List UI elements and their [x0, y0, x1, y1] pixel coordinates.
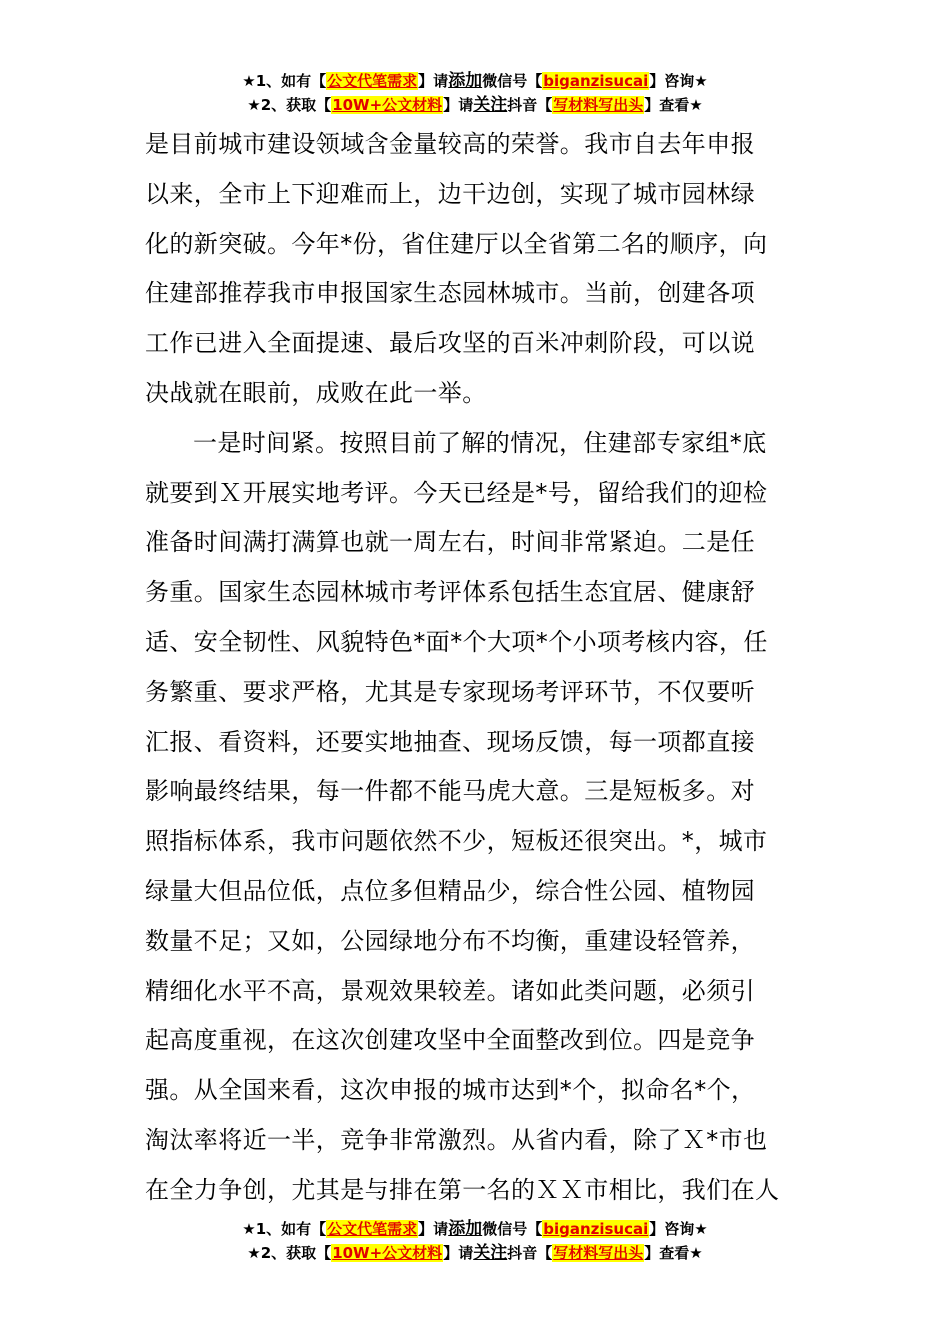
banner-text: 】请	[443, 1244, 474, 1262]
banner-text: 】咨询★	[649, 1220, 708, 1238]
text-line: 在全力争创，尤其是与排在第一名的ＸＸ市相比，我们在人	[145, 1175, 780, 1204]
text-line: 工作已进入全面提速、最后攻坚的百米冲刺阶段，可以说	[145, 329, 755, 358]
text-line: 强。从全国来看，这次申报的城市达到*个，拟命名*个，	[145, 1076, 756, 1105]
text-line: 淘汰率将近一半，竞争非常激烈。从省内看，除了Ｘ*市也	[145, 1125, 768, 1154]
banner-text: 抖音【	[507, 96, 553, 114]
banner-text: 】查看★	[644, 1244, 703, 1262]
text-line: 影响最终结果，每一件都不能马虎大意。三是短板多。对	[145, 777, 755, 806]
highlight-douyin: 写材料写出头	[553, 1244, 644, 1262]
banner-text: ★2、获取【	[247, 1244, 332, 1262]
banner-text: 微信号【	[482, 72, 543, 90]
banner-text: 】请	[418, 1220, 449, 1238]
banner-text: 】查看★	[644, 96, 703, 114]
highlight-wechat-id: biganzisucai	[543, 72, 649, 90]
text-line: 务重。国家生态园林城市考评体系包括生态宜居、健康舒	[145, 578, 755, 607]
text-line: 以来，全市上下迎难而上，边干边创，实现了城市园林绿	[145, 179, 755, 208]
highlight-service: 公文代笔需求	[327, 72, 418, 90]
text-line: 适、安全韧性、风貌特色*面*个大项*个小项考核内容，任	[145, 627, 768, 656]
banner-text: ★2、获取【	[247, 96, 332, 114]
banner-emphasis: 关注	[473, 95, 508, 115]
text-line: 一是时间紧。按照目前了解的情况，住建部专家组*底	[193, 428, 767, 457]
banner-text: ★1、如有【	[242, 72, 327, 90]
text-line: 住建部推荐我市申报国家生态园林城市。当前，创建各项	[145, 279, 755, 308]
banner-emphasis: 关注	[473, 1243, 508, 1263]
banner-text: 抖音【	[507, 1244, 553, 1262]
text-line: 决战就在眼前，成败在此一举。	[145, 378, 487, 407]
footer-banner	[0, 1217, 950, 1265]
banner-line-1	[0, 1217, 950, 1241]
highlight-douyin: 写材料写出头	[553, 96, 644, 114]
banner-text: 】咨询★	[649, 72, 708, 90]
header-banner	[0, 69, 950, 117]
text-line: 汇报、看资料，还要实地抽查、现场反馈，每一项都直接	[145, 727, 755, 756]
text-line: 起高度重视，在这次创建攻坚中全面整改到位。四是竞争	[145, 1026, 755, 1055]
text-line: 准备时间满打满算也就一周左右，时间非常紧迫。二是任	[145, 528, 755, 557]
highlight-materials: 10W+公文材料	[332, 96, 443, 114]
highlight-service: 公文代笔需求	[327, 1220, 418, 1238]
banner-emphasis: 添加	[448, 1219, 483, 1239]
text-line: 就要到Ｘ开展实地考评。今天已经是*号，留给我们的迎检	[145, 478, 768, 507]
banner-line-1	[0, 69, 950, 93]
banner-line-2	[0, 93, 950, 117]
banner-text: ★1、如有【	[242, 1220, 327, 1238]
text-line: 化的新突破。今年*份，省住建厅以全省第二名的顺序，向	[145, 229, 768, 258]
text-line: 务繁重、要求严格，尤其是专家现场考评环节，不仅要听	[145, 677, 755, 706]
text-line: 数量不足；又如，公园绿地分布不均衡，重建设轻管养，	[145, 926, 755, 955]
text-line: 是目前城市建设领域含金量较高的荣誉。我市自去年申报	[145, 130, 755, 158]
banner-text: 微信号【	[482, 1220, 543, 1238]
banner-text: 】请	[443, 96, 474, 114]
highlight-wechat-id: biganzisucai	[543, 1220, 649, 1238]
text-line: 精细化水平不高，景观效果较差。诸如此类问题，必须引	[145, 976, 755, 1005]
text-line: 绿量大但品位低，点位多但精品少，综合性公园、植物园	[145, 876, 755, 905]
highlight-materials: 10W+公文材料	[332, 1244, 443, 1262]
banner-emphasis: 添加	[448, 71, 483, 91]
document-body	[145, 120, 810, 1216]
banner-text: 】请	[418, 72, 449, 90]
banner-line-2	[0, 1241, 950, 1265]
text-line: 照指标体系，我市问题依然不少，短板还很突出。*，城市	[145, 827, 768, 856]
